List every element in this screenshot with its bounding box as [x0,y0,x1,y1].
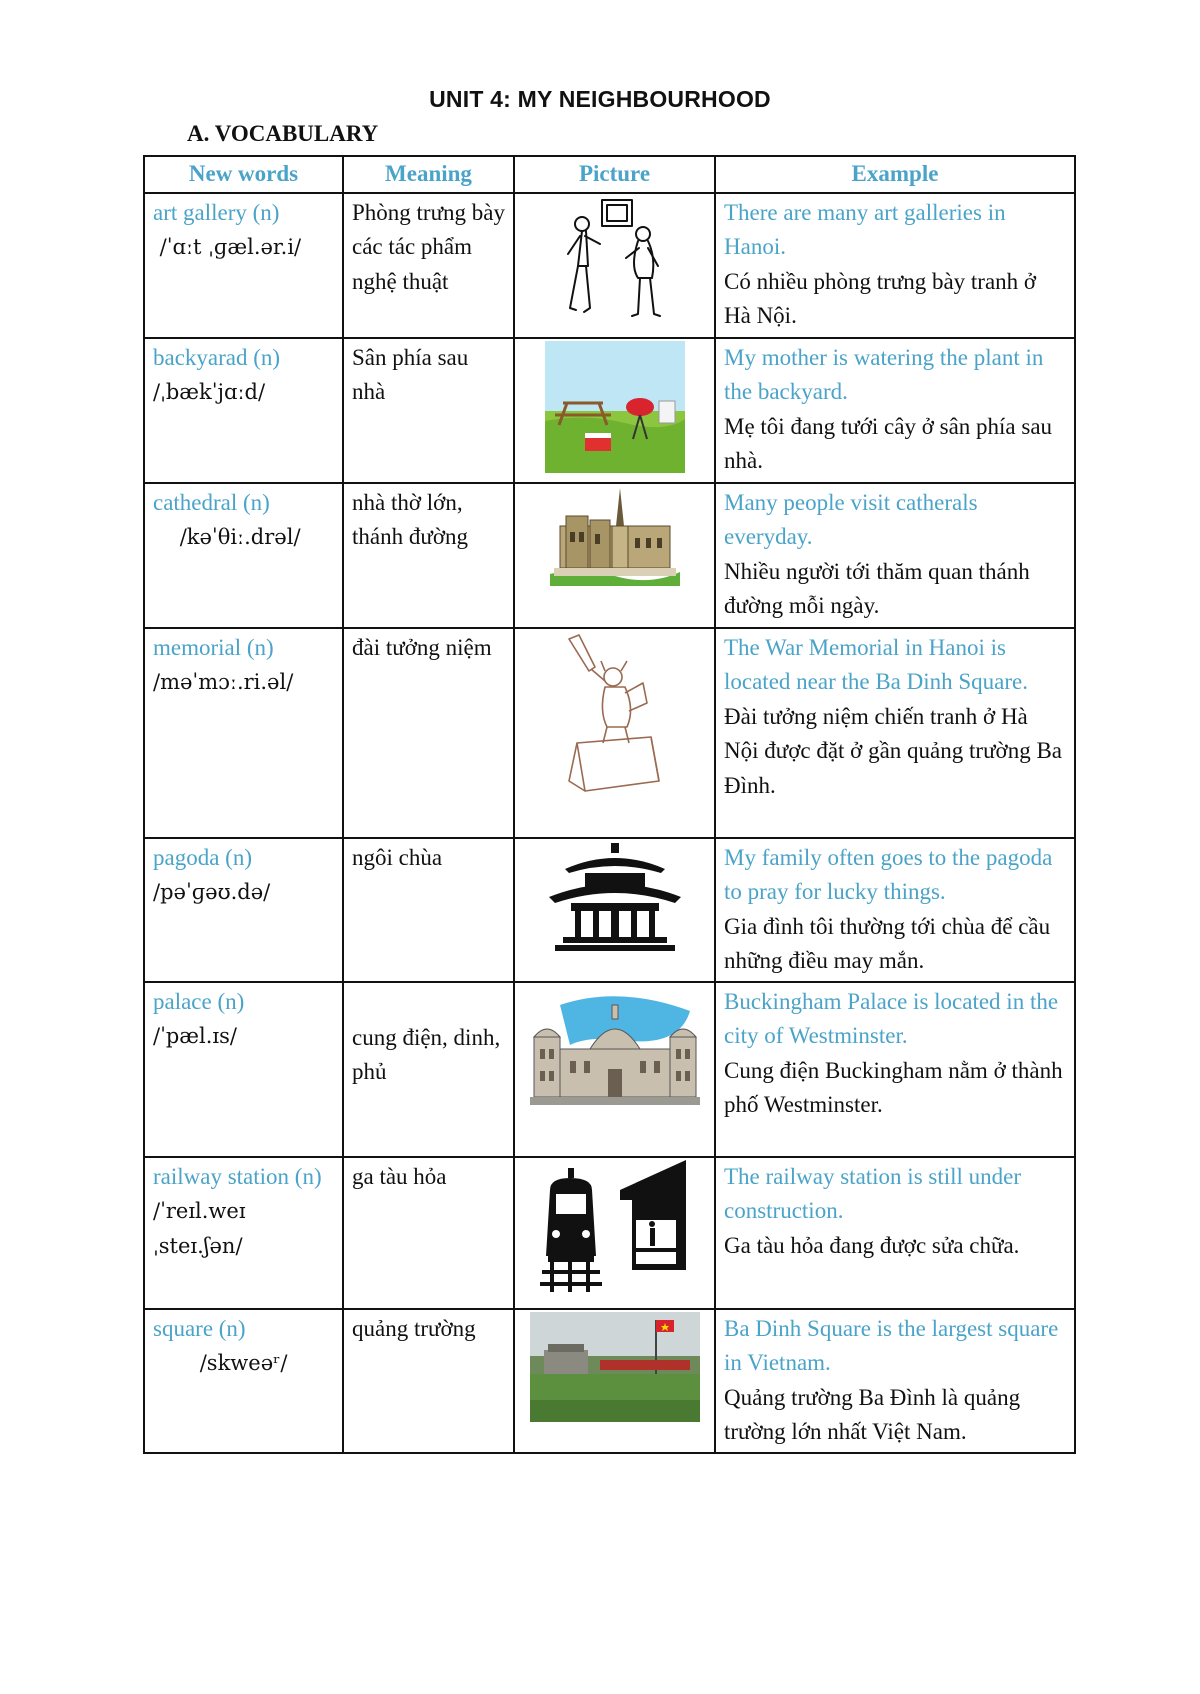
table-row [144,1309,1075,1453]
meaning: đài tưởng niệm [343,628,514,838]
example-vietnamese: Quảng trường Ba Đình là quảng trường lớn nhất Việt Nam. [724,1384,1021,1444]
word: memorial (n) [153,634,274,660]
header-example: Example [715,156,1075,193]
word-cell [144,1309,343,1453]
example-vietnamese: Cung điện Buckingham nằm ở thành phố Westminster. [724,1057,1063,1117]
word: railway station (n) [153,1163,322,1189]
pronunciation: /ˈɑːt ˌɡæl.ər.i/ [153,235,302,259]
table-header-row [144,156,1075,193]
pagoda-picture [545,841,685,961]
word-cell [144,838,343,982]
example-vietnamese: Nhiều người tới thăm quan thánh đường mỗi ngày. [724,558,1030,618]
vocabulary-table [143,155,1076,1454]
example-cell [715,338,1075,483]
word: cathedral (n) [153,489,270,515]
example-english: The railway station is still under construction. [724,1163,1022,1223]
word-cell [144,483,343,628]
unit-title: UNIT 4: MY NEIGHBOURHOOD [429,86,771,112]
word-cell [144,193,343,338]
example-cell [715,1157,1075,1309]
example-english: Many people visit catherals everyday. [724,489,978,549]
example-cell [715,628,1075,838]
header-new-words: New words [144,156,343,193]
picture-cell [514,1157,715,1309]
palace-picture [530,985,700,1115]
example-vietnamese: Đài tưởng niệm chiến tranh ở Hà Nội được đặt ở gần quảng trường Ba Đình. [724,703,1062,798]
square-picture [530,1312,700,1422]
pronunciation: /məˈmɔː.ri.əl/ [153,670,294,694]
meaning-text: cung điện, dinh, phủ [352,1024,501,1084]
picture-cell [514,628,715,838]
word: square (n) [153,1315,246,1341]
header-picture: Picture [514,156,715,193]
picture-cell [514,193,715,338]
word-cell [144,1157,343,1309]
example-cell [715,483,1075,628]
example-vietnamese: Có nhiều phòng trưng bày tranh ở Hà Nội. [724,268,1037,328]
picture-cell [514,1309,715,1453]
picture-cell [514,338,715,483]
pronunciation: /ˈpæl.ɪs/ [153,1024,237,1048]
cathedral-picture [550,486,680,586]
example-cell [715,838,1075,982]
example-english: Ba Dinh Square is the largest square in Vietnam. [724,1315,1059,1375]
picture-cell [514,982,715,1157]
word-cell [144,628,343,838]
art-gallery-picture [560,196,670,331]
table-row [144,838,1075,982]
example-english: The War Memorial in Hanoi is located near the Ba Dinh Square. [724,634,1028,694]
table-row [144,338,1075,483]
word: palace (n) [153,988,245,1014]
table-row [144,628,1075,838]
meaning: nhà thờ lớn, thánh đường [343,483,514,628]
word: art gallery (n) [153,199,280,225]
pronunciation: /kəˈθiː.drəl/ [153,525,301,549]
example-vietnamese: Gia đình tôi thường tới chùa để cầu những điều may mắn. [724,913,1051,973]
example-english: My mother is watering the plant in the backyard. [724,344,1044,404]
example-vietnamese: Ga tàu hỏa đang được sửa chữa. [724,1232,1020,1258]
meaning: ngôi chùa [343,838,514,982]
meaning [343,982,514,1157]
example-english: There are many art galleries in Hanoi. [724,199,1006,259]
section-title: A. VOCABULARY [187,121,379,146]
word-cell [144,982,343,1157]
meaning: Sân phía sau nhà [343,338,514,483]
railway-station-picture [540,1160,690,1295]
meaning: Phòng trưng bày các tác phẩm nghệ thuật [343,193,514,338]
example-cell [715,1309,1075,1453]
picture-cell [514,483,715,628]
pronunciation: /pəˈɡəʊ.də/ [153,880,271,904]
table-row [144,982,1075,1157]
example-english: My family often goes to the pagoda to pray for lucky things. [724,844,1053,904]
example-cell [715,982,1075,1157]
picture-cell [514,838,715,982]
pronunciation: /skweəʳ/ [153,1351,288,1375]
meaning: quảng trường [343,1309,514,1453]
example-english: Buckingham Palace is located in the city of Westminster. [724,988,1059,1048]
word: backyarad (n) [153,344,281,370]
table-row [144,193,1075,338]
meaning: ga tàu hỏa [343,1157,514,1309]
word-cell [144,338,343,483]
example-vietnamese: Mẹ tôi đang tưới cây ở sân phía sau nhà. [724,413,1053,473]
memorial-picture [555,631,675,801]
table-row [144,1157,1075,1309]
word: pagoda (n) [153,844,252,870]
backyard-picture [545,341,685,473]
header-meaning: Meaning [343,156,514,193]
pronunciation: /ˌbækˈjɑːd/ [153,380,266,404]
pronunciation: /ˈreɪl.weɪ ˌsteɪ.ʃən/ [153,1199,246,1258]
example-cell [715,193,1075,338]
table-row [144,483,1075,628]
